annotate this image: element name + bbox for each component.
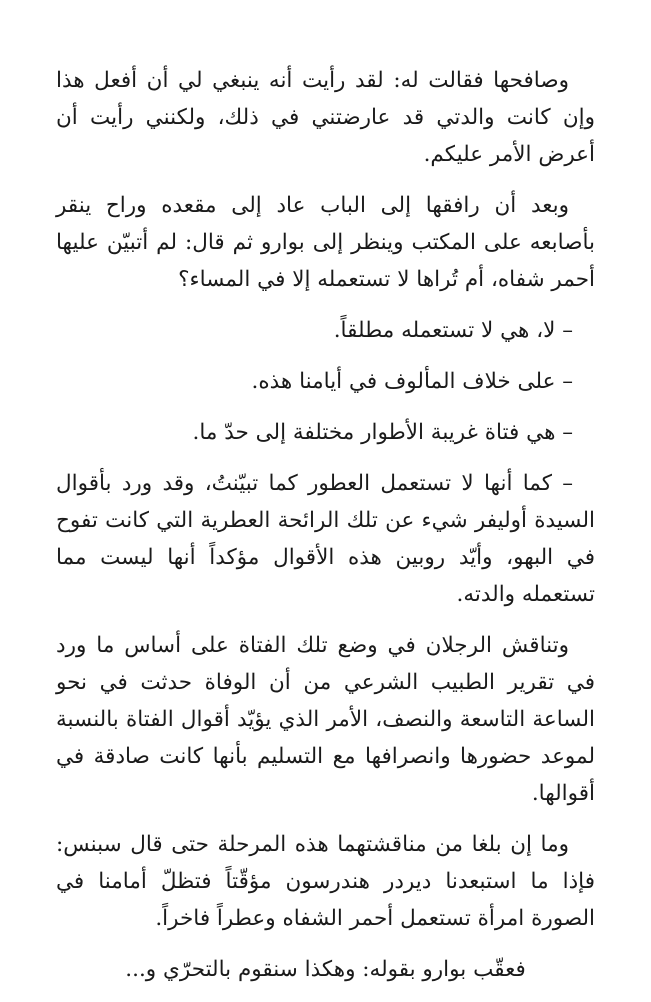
dialog-line-3: – هي فتاة غريبة الأطوار مختلفة إلى حدّ ما.: [192, 420, 573, 445]
book-page: [56, 62, 595, 1002]
paragraph-2: وبعد أن رافقها إلى الباب عاد إلى مقعده وراح ينقر بأصابعه على المكتب وينظر إلى بوارو ثم قال: لم أتبيّن عليها أحمر شفاه، أم تُراها لا تستعمله إلا في المساء؟: [56, 193, 595, 292]
paragraph-3: وتناقش الرجلان في وضع تلك الفتاة على أساس ما ورد في تقرير الطبيب الشرعي من أن الوفاة حدثت في نحو الساعة التاسعة والنصف، الأمر الذي يؤيّد أقوال الفتاة بالنسبة لموعد حضورها وانصرافها مع التسليم بأنها كانت صادقة في أقوالها.: [56, 633, 595, 806]
paragraph-4: وما إن بلغا من مناقشتهما هذه المرحلة حتى قال سبنس: فإذا ما استبعدنا ديردر هندرسون مؤقّتاً فتظلّ أمامنا في الصورة امرأة تستعمل أحمر الشفاه وعطراً فاخراً.: [56, 832, 595, 931]
dialog-line-1: – لا، هي لا تستعمله مطلقاً.: [333, 318, 573, 343]
paragraph-1: وصافحها فقالت له: لقد رأيت أنه ينبغي لي أن أفعل هذا وإن كانت والدتي قد عارضتني في ذلك، ولكنني رأيت أن أعرض الأمر عليكم.: [56, 68, 595, 167]
dialog-line-2: – على خلاف المألوف في أيامنا هذه.: [251, 369, 573, 394]
closing-line: فعقّب بوارو بقوله: وهكذا سنقوم بالتحرّي و...: [125, 957, 526, 982]
dialog-line-4: – كما أنها لا تستعمل العطور كما تبيّنتُ، وقد ورد بأقوال السيدة أوليفر شيء عن تلك الرائحة العطرية التي كانت تفوح في البهو، وأيّد روبين هذه الأقوال مؤكداً أنها ليست مما تستعمله والدته.: [56, 471, 595, 607]
